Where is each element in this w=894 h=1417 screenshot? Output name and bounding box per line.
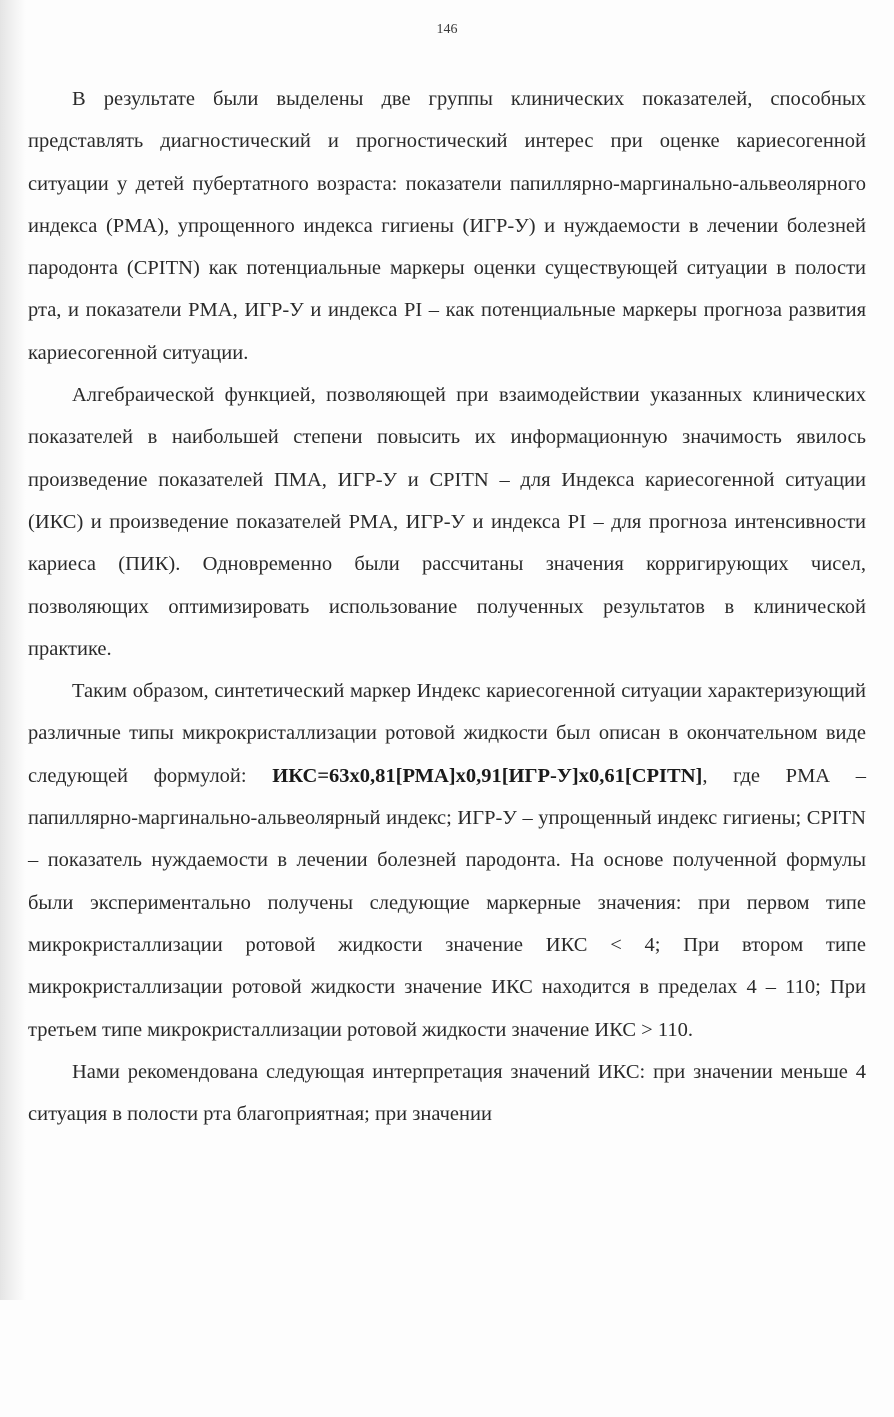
- formula-iks: ИКС=63х0,81[РМА]х0,91[ИГР-У]х0,61[CPITN]: [272, 764, 703, 787]
- scan-shadow-edge: [0, 0, 26, 1300]
- paragraph-4: Нами рекомендована следующая интерпретация значений ИКС: при значении меньше 4 ситуация в полости рта благоприятная; при значении: [28, 1060, 866, 1126]
- paragraph-3-text-after: , где РМА – папиллярно-маргинально-альвеолярный индекс; ИГР-У – упрощенный индекс гигиены; CPITN – показатель нуждаемости в лечении болезней пародонта. На основе полученной формулы были экспериментально получены следующие маркерные значения: при первом типе микрокристаллизации ротовой жидкости значение ИКС < 4; При втором типе микрокристаллизации ротовой жидкости значение ИКС находится в пределах 4 – 110; При третьем типе микрокристаллизации ротовой жидкости значение ИКС > 110.: [28, 764, 866, 1041]
- paragraph-2: Алгебраической функцией, позволяющей при взаимодействии указанных клинических показателей в наибольшей степени повысить их информационную значимость явилось произведение показателей ПМА, ИГР-У и CPITN – для Индекса кариесогенной ситуации (ИКС) и произведение показателей РМА, ИГР-У и индекса PI – для прогноза интенсивности кариеса (ПИК). Одновременно были рассчитаны значения корригирующих чисел, позволяющих оптимизировать использование полученных результатов в клинической практике.: [28, 384, 866, 660]
- page-number: 146: [436, 22, 458, 37]
- paragraph-1: В результате были выделены две группы клинических показателей, способных представлять диагностический и прогностический интерес при оценке кариесогенной ситуации у детей пубертатного возраста: показатели папиллярно-маргинально-альвеолярного индекса (РМА), упрощенного индекса гигиены (ИГР-У) и нуждаемости в лечении болезней пародонта (CPITN) как потенциальные маркеры оценки существующей ситуации в полости рта, и показатели РМА, ИГР-У и индекса PI – как потенциальные маркеры прогноза развития кариесогенной ситуации.: [28, 88, 866, 364]
- body-text: [28, 78, 866, 1135]
- paragraph-3-text-before: Таким образом, синтетический маркер Индекс кариесогенной ситуации характеризующий различные типы микрокристаллизации ротовой жидкости был описан в окончательном виде следующей формулой:: [28, 680, 866, 787]
- paragraph-3: [28, 670, 866, 1051]
